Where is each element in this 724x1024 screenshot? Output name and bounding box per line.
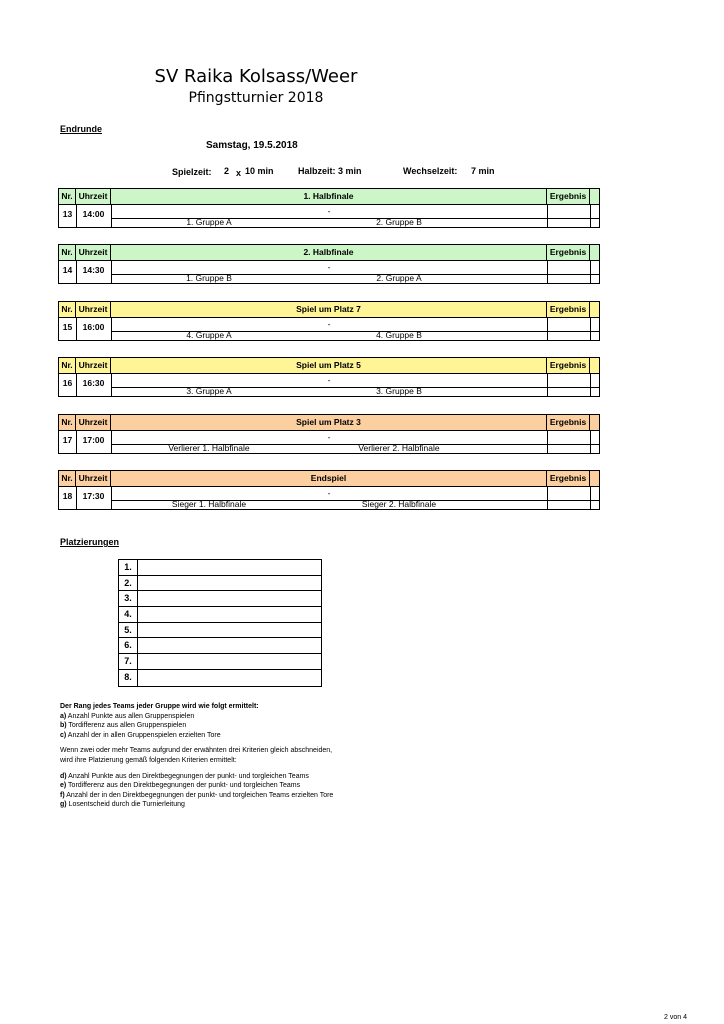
team-2: 2. Gruppe B <box>376 217 422 227</box>
rank-number: 7. <box>119 654 138 669</box>
col-nr-header: Nr. <box>59 302 76 317</box>
ranking-row <box>119 654 321 670</box>
team-2: 3. Gruppe B <box>376 386 422 396</box>
page-number: 2 von 4 <box>664 1014 687 1021</box>
match-body-row <box>59 204 599 227</box>
match-header-row <box>59 189 599 205</box>
col-uhrzeit-header: Uhrzeit <box>76 302 111 317</box>
rank-number: 5. <box>119 623 138 638</box>
match-number: 14 <box>62 265 73 275</box>
wechselzeit-value: 7 min <box>471 166 495 176</box>
col-nr-header: Nr. <box>59 189 76 204</box>
team-2: 2. Gruppe A <box>376 273 422 283</box>
rule-f: f) Anzahl der in den Direktbegegnungen der punkt- und torgleichen Teams erzielten Tore <box>60 791 334 799</box>
rule-e: e) Tordifferenz aus den Direktbegegnungen der punkt- und torgleichen Teams <box>60 782 301 790</box>
rules-heading: Der Rang jedes Teams jeder Gruppe wird wie folgt ermittelt: <box>60 703 259 710</box>
rank-number: 1. <box>119 560 138 575</box>
score-separator: - <box>327 375 331 385</box>
team-1: 1. Gruppe B <box>186 273 232 283</box>
match-body-row <box>59 486 599 509</box>
match-time: 14:30 <box>82 265 105 275</box>
col-ergebnis-header: Ergebnis <box>547 471 590 486</box>
col-ergebnis-header: Ergebnis <box>547 245 590 260</box>
section-heading-platzierungen: Platzierungen <box>60 537 120 547</box>
match-number: 17 <box>62 435 73 445</box>
match-table <box>58 301 600 341</box>
ranking-row <box>119 623 321 639</box>
ranking-row <box>119 576 321 592</box>
col-ergebnis-header: Ergebnis <box>547 302 590 317</box>
match-date: Samstag, 19.5.2018 <box>206 140 298 151</box>
col-ergebnis-header: Ergebnis <box>547 358 590 373</box>
match-body-row <box>59 317 599 340</box>
score-separator: - <box>327 432 331 442</box>
match-time: 14:00 <box>82 209 105 219</box>
rule-a: a) Anzahl Punkte aus allen Gruppenspielen <box>60 712 195 720</box>
score-separator: - <box>327 488 331 498</box>
spielzeit-minutes: 10 min <box>245 166 274 176</box>
rank-number: 3. <box>119 591 138 606</box>
rule-d: d) Anzahl Punkte aus den Direktbegegnungen der punkt- und torgleichen Teams <box>60 772 309 780</box>
ranking-row <box>119 607 321 623</box>
match-time: 17:30 <box>82 491 105 501</box>
match-body-row <box>59 430 599 453</box>
ranking-row <box>119 591 321 607</box>
col-uhrzeit-header: Uhrzeit <box>76 245 111 260</box>
team-1: 1. Gruppe A <box>186 217 232 227</box>
col-uhrzeit-header: Uhrzeit <box>76 471 111 486</box>
match-number: 13 <box>62 209 73 219</box>
match-time: 16:30 <box>82 378 105 388</box>
match-number: 15 <box>62 322 73 332</box>
rules-intro-line2: wird ihre Platzierung gemäß folgenden Kriterien ermittelt: <box>60 756 237 764</box>
rank-number: 6. <box>119 638 138 653</box>
rule-g: g) Losentscheid durch die Turnierleitung <box>60 801 185 809</box>
col-nr-header: Nr. <box>59 471 76 486</box>
col-nr-header: Nr. <box>59 415 76 430</box>
score-separator: - <box>327 262 331 272</box>
match-header-row <box>59 415 599 431</box>
match-title: 1. Halbfinale <box>111 189 547 204</box>
wechselzeit-label: Wechselzeit: <box>403 166 458 176</box>
team-2: Verlierer 2. Halbfinale <box>358 443 440 453</box>
ranking-row <box>119 638 321 654</box>
rank-number: 2. <box>119 576 138 591</box>
rules-intro-line1: Wenn zwei oder mehr Teams aufgrund der erwähnten drei Kriterien gleich abschneiden, <box>60 747 333 755</box>
page-subtitle: Pfingstturnier 2018 <box>188 90 324 106</box>
col-nr-header: Nr. <box>59 245 76 260</box>
match-header-row <box>59 245 599 261</box>
match-time: 16:00 <box>82 322 105 332</box>
match-table <box>58 357 600 397</box>
rule-b: b) Tordifferenz aus allen Gruppenspielen <box>60 722 187 730</box>
halbzeit-text: Halbzeit: 3 min <box>298 166 362 176</box>
page-title: SV Raika Kolsass/Weer <box>154 66 358 87</box>
spielzeit-label: Spielzeit: <box>172 167 212 177</box>
spielzeit-x: x <box>236 168 242 178</box>
match-title: 2. Halbfinale <box>111 245 547 260</box>
ranking-table <box>118 559 322 687</box>
match-table <box>58 244 600 284</box>
score-separator: - <box>327 206 331 216</box>
team-2: 4. Gruppe B <box>376 330 422 340</box>
col-uhrzeit-header: Uhrzeit <box>76 415 111 430</box>
match-time: 17:00 <box>82 435 105 445</box>
rank-number: 8. <box>119 670 138 686</box>
col-ergebnis-header: Ergebnis <box>547 189 590 204</box>
match-title: Spiel um Platz 5 <box>111 358 547 373</box>
rank-number: 4. <box>119 607 138 622</box>
match-header-row <box>59 358 599 374</box>
col-nr-header: Nr. <box>59 358 76 373</box>
match-title: Endspiel <box>111 471 547 486</box>
match-number: 16 <box>62 378 73 388</box>
ranking-row <box>119 560 321 576</box>
match-table <box>58 470 600 510</box>
match-table <box>58 414 600 454</box>
match-body-row <box>59 260 599 283</box>
team-1: 4. Gruppe A <box>186 330 232 340</box>
ranking-rules <box>60 702 480 810</box>
spielzeit-value: 2 <box>224 166 230 176</box>
match-header-row <box>59 471 599 487</box>
match-number: 18 <box>62 491 73 501</box>
score-separator: - <box>327 319 331 329</box>
team-1: Sieger 1. Halbfinale <box>171 499 247 509</box>
match-title: Spiel um Platz 7 <box>111 302 547 317</box>
team-1: 3. Gruppe A <box>186 386 232 396</box>
match-title: Spiel um Platz 3 <box>111 415 547 430</box>
col-ergebnis-header: Ergebnis <box>547 415 590 430</box>
col-uhrzeit-header: Uhrzeit <box>76 358 111 373</box>
team-1: Verlierer 1. Halbfinale <box>168 443 250 453</box>
rule-c: c) Anzahl der in allen Gruppenspielen erzielten Tore <box>60 731 221 739</box>
section-heading-endrunde: Endrunde <box>60 124 102 134</box>
col-uhrzeit-header: Uhrzeit <box>76 189 111 204</box>
ranking-row <box>119 670 321 686</box>
match-body-row <box>59 373 599 396</box>
match-header-row <box>59 302 599 318</box>
team-2: Sieger 2. Halbfinale <box>361 499 437 509</box>
match-table <box>58 188 600 228</box>
